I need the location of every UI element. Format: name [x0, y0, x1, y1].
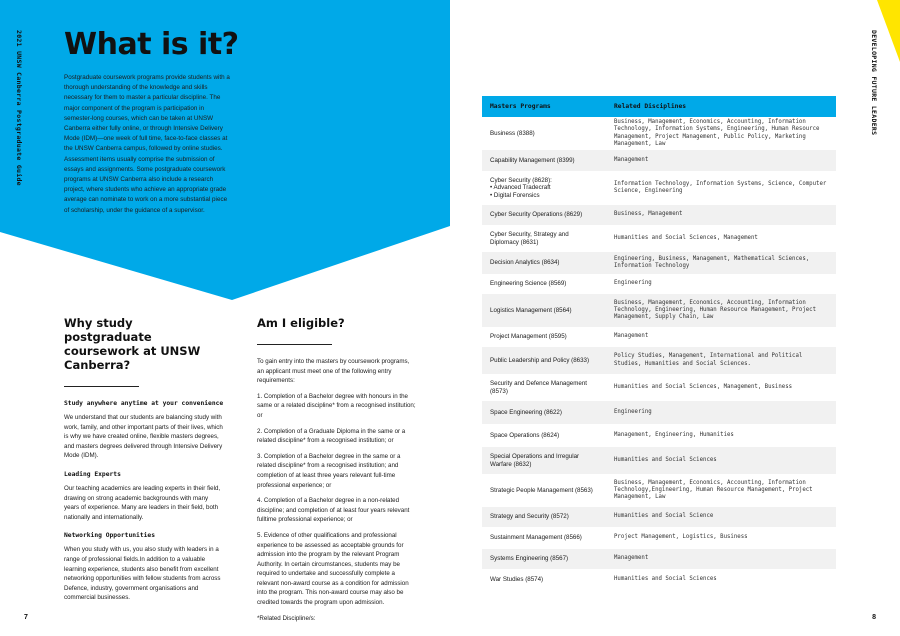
divider: [64, 386, 139, 387]
column-header: Related Disciplines: [606, 96, 836, 117]
table-row: [482, 424, 836, 447]
programs-table: [482, 96, 836, 591]
eligibility-section: [257, 316, 417, 629]
program-name: Decision Analytics (8634): [482, 252, 606, 274]
related-disciplines: Management: [606, 327, 836, 347]
program-name: Public Leadership and Policy (8633): [482, 347, 606, 374]
table-row: [482, 374, 836, 401]
intro-paragraph: Postgraduate coursework programs provide students with a thorough understanding of the knowledge and skills necessary for them to master a particular discipline. The major component of the program is participation in semester-long courses, which can be taken at UNSW Canberra either fully online, or through Intensive Delivery Mode (IDM)—one week of full time, face-to-face classes at the UNSW Canberra campus, followed by online studies. Assessment items usually comprise the submission of essays and assignments. Some postgraduate coursework programs at UNSW Canberra also include a research project, where students who achieve an appropriate grade average can nominate to work on a more substantial piece of scholarship, under the guidance of a supervisor.: [64, 74, 230, 214]
related-disciplines: Policy Studies, Management, International and Political Studies, Humanities and Social Sciences.: [606, 347, 836, 374]
program-name: Space Operations (8624): [482, 424, 606, 447]
section-text: When you study with us, you also study with leaders in a range of professional fields.In addition to a valuable learning experience, students also benefit from excellent networking opportunities with fellow students from across Defence, industry, government organisations and commercial businesses.: [64, 546, 221, 602]
program-name: Security and Defence Management (8573): [482, 374, 606, 401]
table-row: [482, 274, 836, 294]
section-title: Networking Opportunities: [64, 532, 155, 540]
program-name: Cyber Security Operations (8629): [482, 205, 606, 225]
program-name: Strategy and Security (8572): [482, 507, 606, 527]
table-row: [482, 347, 836, 374]
table-row: [482, 171, 836, 205]
program-name: Special Operations and Irregular Warfare (8632): [482, 447, 606, 474]
related-disciplines: Humanities and Social Sciences: [606, 447, 836, 474]
section-text: We understand that our students are balancing study with work, family, and other important parts of their lives, which is why we have created online, flexible masters degrees, and masters degrees delivered through Intensive Delivery Mode (IDM).: [64, 414, 223, 460]
why-study-section: [64, 316, 224, 612]
right-page: [450, 0, 900, 636]
tagline: DEVELOPING FUTURE LEADERS: [870, 30, 878, 136]
related-disciplines: Project Management, Logistics, Business: [606, 527, 836, 549]
program-name: War Studies (8574): [482, 569, 606, 591]
program-name: Sustainment Management (8566): [482, 527, 606, 549]
program-name: Project Management (8595): [482, 327, 606, 347]
related-disciplines: Business, Management, Economics, Accounting, Information Technology, Information Systems, Engineering, Human Resource Management, Project Management, Public Policy, Marketing Management, Law: [606, 117, 836, 150]
requirement-item: 3. Completion of a Bachelor degree in the same or a related discipline* from a recognised institution; and completion of at least three years relevant full-time professional experience; or: [257, 452, 401, 489]
table-row: [482, 474, 836, 507]
related-disciplines: Engineering: [606, 401, 836, 424]
program-name: Systems Engineering (8567): [482, 549, 606, 569]
corner-accent: [860, 0, 900, 62]
guide-title: 2021 UNSW Canberra Postgraduate Guide: [15, 30, 23, 186]
related-disciplines: Humanities and Social Sciences, Management: [606, 225, 836, 252]
related-disciplines: Business, Management, Economics, Accounting, Information Technology,Engineering, Human Resource Management, Project Management, Law: [606, 474, 836, 507]
requirement-item: 2. Completion of a Graduate Diploma in the same or a related discipline* from a recognised institution; or: [257, 427, 406, 445]
related-disciplines: Business, Management, Economics, Accounting, Information Technology, Engineering, Human Resource Management, Project Management, Supply Chain, Law: [606, 294, 836, 327]
column-header: Masters Programs: [482, 96, 606, 117]
eligibility-intro: To gain entry into the masters by coursework programs, an applicant must meet one of the following entry requirements:: [257, 358, 410, 385]
why-study-heading: Why study postgraduate coursework at UNSW Canberra?: [64, 316, 201, 372]
requirement-item: 1. Completion of a Bachelor degree with honours in the same or a related discipline* from a recognised institution; or: [257, 392, 416, 419]
related-disciplines: Management: [606, 549, 836, 569]
table-row: [482, 252, 836, 274]
section-title: Leading Experts: [64, 470, 121, 478]
related-disciplines: Business, Management: [606, 205, 836, 225]
related-disciplines: Engineering: [606, 274, 836, 294]
related-disciplines: Management, Engineering, Humanities: [606, 424, 836, 447]
program-name: Cyber Security, Strategy and Diplomacy (8631): [482, 225, 606, 252]
table-row: [482, 294, 836, 327]
requirement-item: 5. Evidence of other qualifications and professional experience to be assessed as acceptable grounds for admission into the program by the relevant Program Authority. In certain circumstances, students may be required to undertake and successfully complete a relevant non-award course as a condition for admission into the program. This non-award course may also be credited towards the program upon admission.: [257, 531, 409, 607]
related-disciplines: Humanities and Social Sciences: [606, 569, 836, 591]
page-number: 8: [872, 614, 876, 621]
table-row: [482, 205, 836, 225]
related-disciplines: Humanities and Social Science: [606, 507, 836, 527]
related-disciplines: Information Technology, Information Systems, Science, Computer Science, Engineering: [606, 171, 836, 205]
eligibility-heading: Am I eligible?: [257, 316, 345, 330]
table-row: [482, 117, 836, 150]
table-row: [482, 225, 836, 252]
related-disciplines: Humanities and Social Sciences, Management, Business: [606, 374, 836, 401]
table-row: [482, 150, 836, 171]
related-disciplines: Engineering, Business, Management, Mathematical Sciences, Information Technology: [606, 252, 836, 274]
program-name: Space Engineering (8622): [482, 401, 606, 424]
section-title: Study anywhere anytime at your convenience: [64, 400, 224, 407]
page-heading: What is it?: [64, 27, 239, 62]
table-row: [482, 327, 836, 347]
table-row: [482, 569, 836, 591]
program-name: Capability Management (8399): [482, 150, 606, 171]
divider: [257, 344, 332, 345]
table-row: [482, 549, 836, 569]
program-name: Business (8388): [482, 117, 606, 150]
requirement-item: 4. Completion of a Bachelor degree in a non-related discipline; and completion of at least four years relevant fulltime professional experience; or: [257, 497, 410, 524]
related-disciplines: Management: [606, 150, 836, 171]
table-row: [482, 401, 836, 424]
page-number: 7: [24, 614, 28, 621]
footnote: *Related Discipline/s:: [257, 614, 316, 622]
table-row: [482, 447, 836, 474]
program-name: Strategic People Management (8563): [482, 474, 606, 507]
section-text: Our teaching academics are leading experts in their field, drawing on strong academic backgrounds with many years of experience. Many are leaders in their field, both nationally and internationally.: [64, 484, 221, 521]
table-header-row: [482, 96, 836, 117]
program-name: Cyber Security (8628): • Advanced Tradecraft • Digital Forensics: [482, 171, 606, 205]
table-row: [482, 507, 836, 527]
program-name: Logistics Management (8564): [482, 294, 606, 327]
program-name: Engineering Science (8569): [482, 274, 606, 294]
table-row: [482, 527, 836, 549]
